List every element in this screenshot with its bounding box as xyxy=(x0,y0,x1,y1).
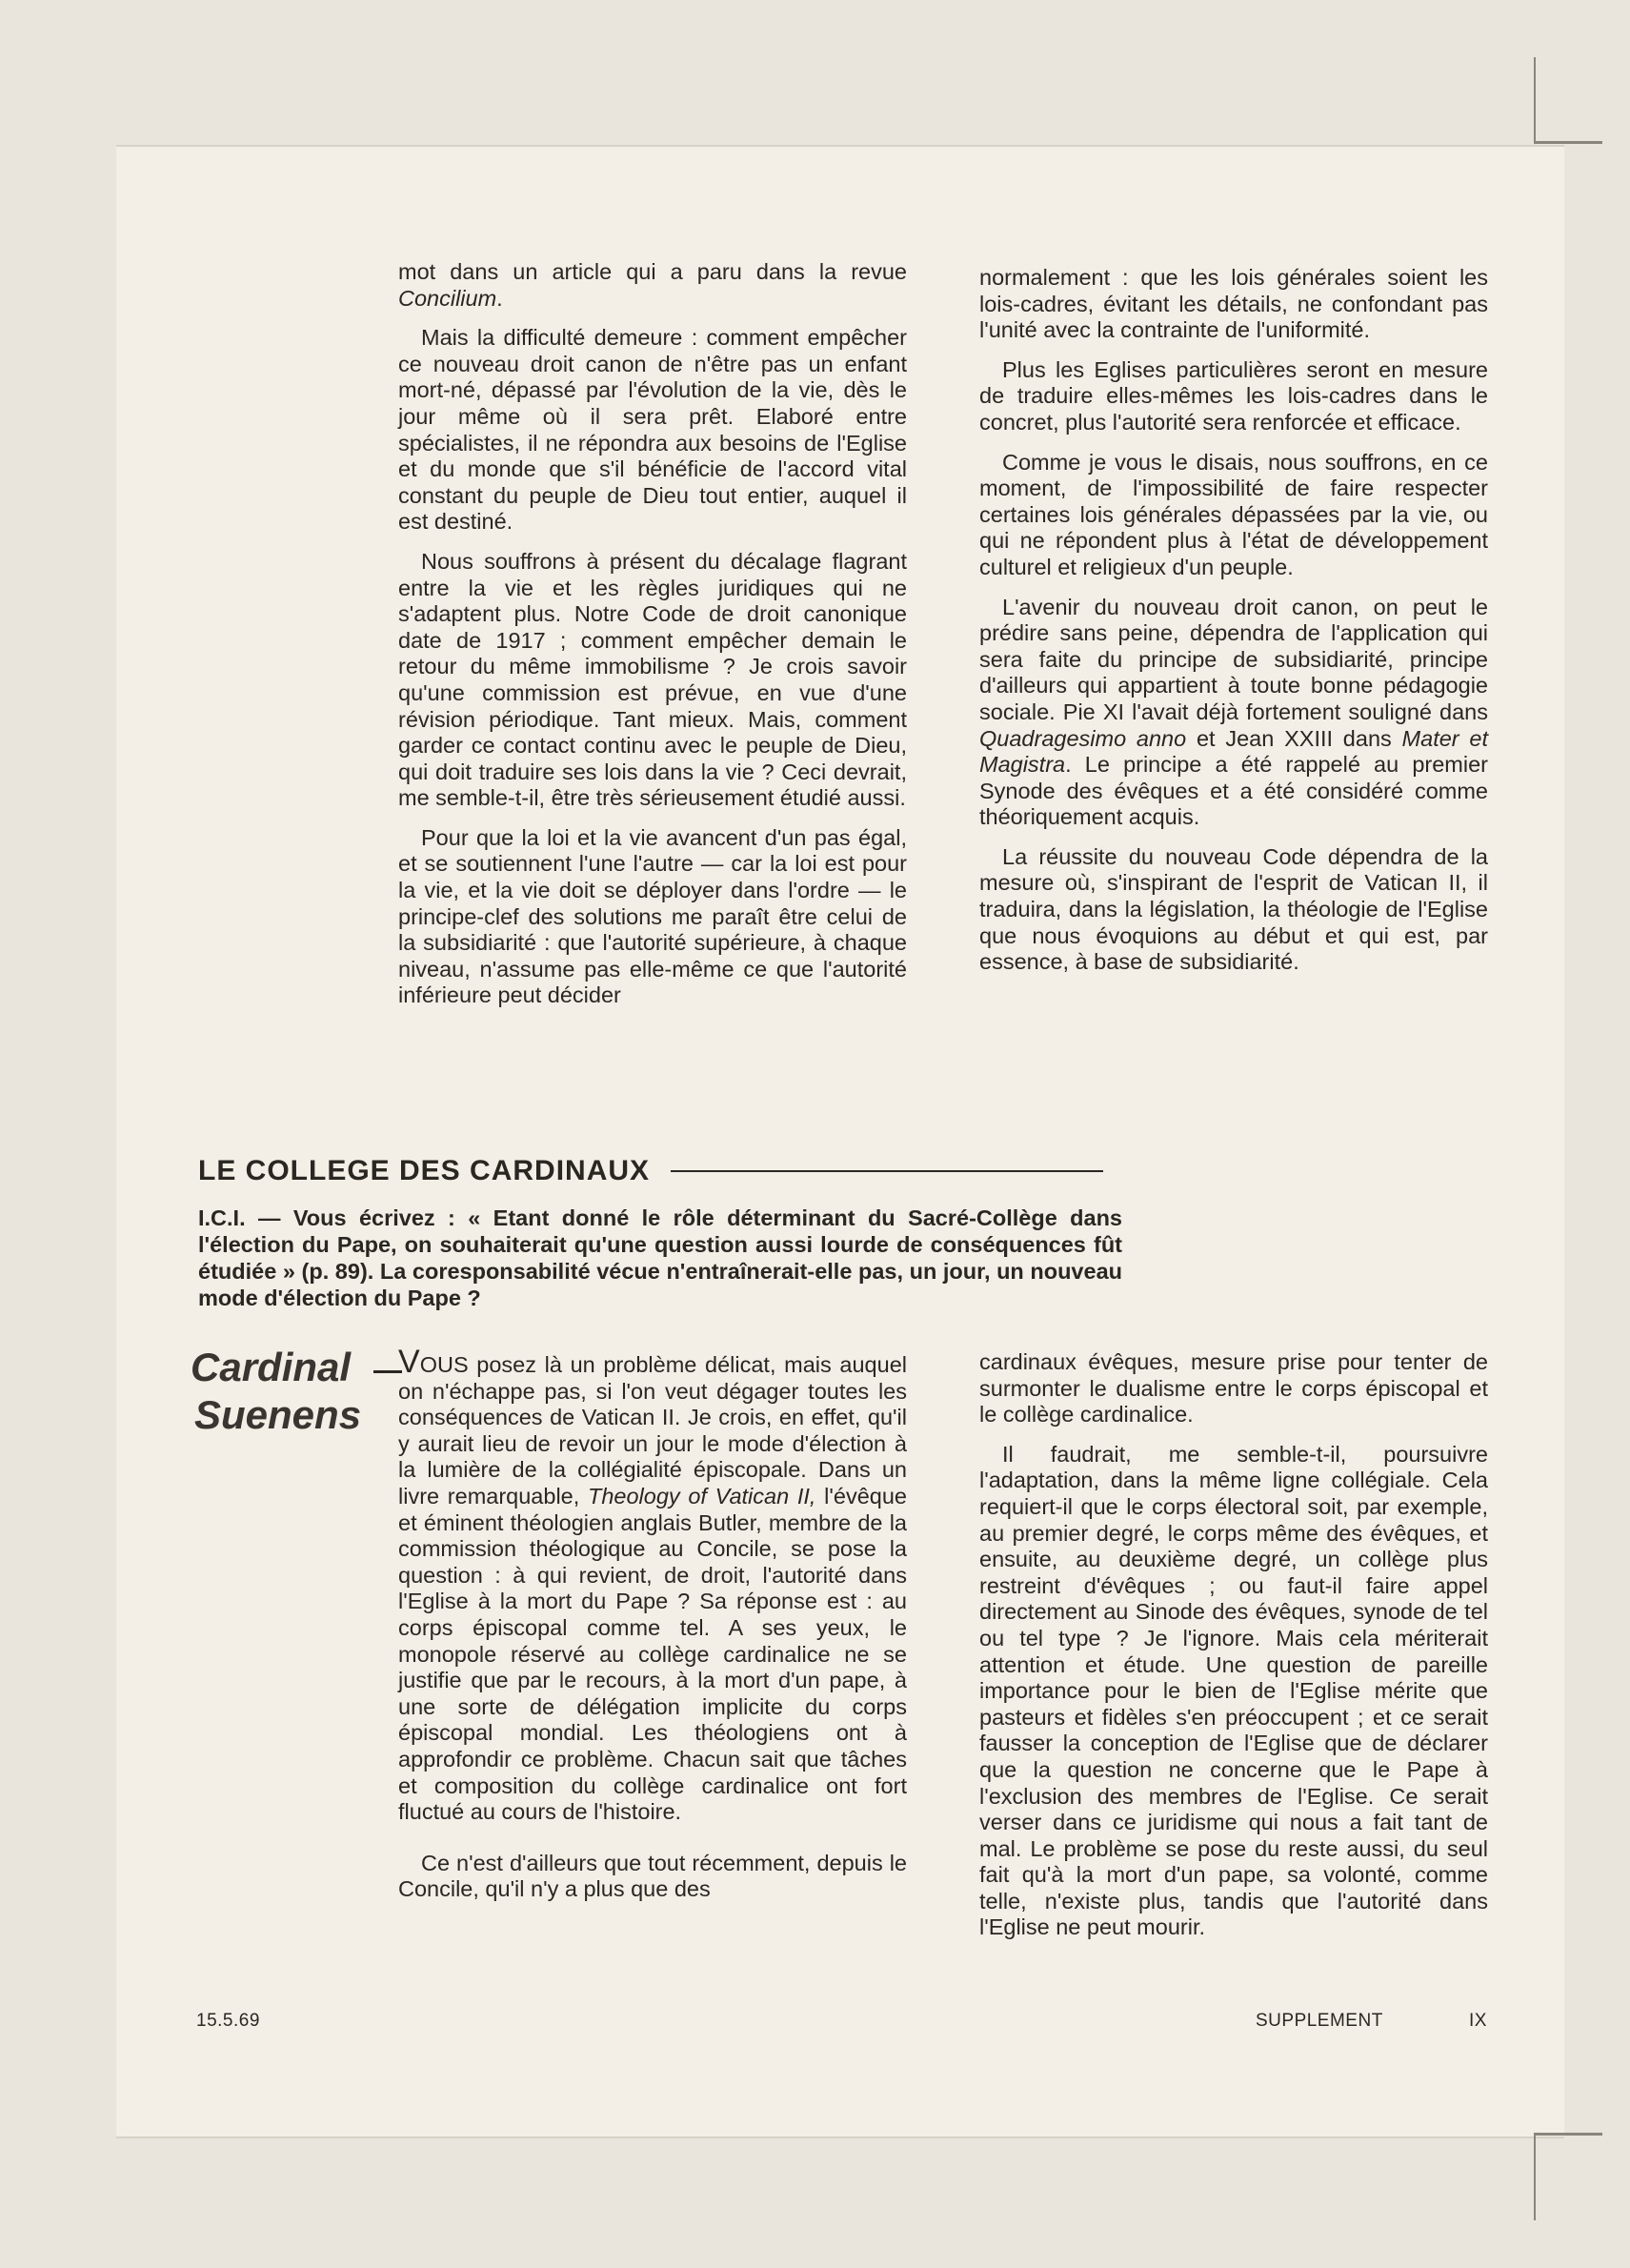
paragraph: mot dans un article qui a paru dans la revue Concilium. xyxy=(398,259,907,311)
heading-rule xyxy=(671,1170,1103,1172)
speaker-name: Cardinal Suenens xyxy=(191,1345,362,1437)
paragraph: L'avenir du nouveau droit canon, on peut le prédire sans peine, dépendra de l'application qui sera faite du principe de subsidiarité, principe d'ailleurs qui appartient à toute bonne pédagogie sociale. Pie XI l'avait déjà fortement souligné dans Quadragesimo anno et Jean XXIII dans Mater et Magistra. Le principe a été rappelé au premier Synode des évêques et a été considéré comme théoriquement acquis. xyxy=(979,594,1488,830)
paragraph: cardinaux évêques, mesure prise pour tenter de surmonter le dualisme entre le corps épiscopal et le collège cardinalice. xyxy=(979,1349,1488,1428)
column-4 xyxy=(979,1349,1488,1954)
paragraph: Comme je vous le disais, nous souffrons, en ce moment, de l'impossibilité de faire respecter certaines lois générales dépassées par la vie, ou qui ne répondent plus à l'état de développement culturel et religieux d'un peuple. xyxy=(979,449,1488,579)
column-1 xyxy=(398,259,907,1023)
crop-mark-right xyxy=(1534,57,1536,141)
paragraph: Mais la difficulté demeure : comment empêcher ce nouveau droit canon de n'être pas un enfant mort-né, dépassé par l'évolution de la vie, dès le jour même où il sera prêt. Elaboré entre spécialistes, il ne répondra aux besoins de l'Eglise et du monde que s'il bénéficie de l'accord vital constant du peuple de Dieu tout entier, auquel il est destiné. xyxy=(398,325,907,535)
paragraph: Plus les Eglises particulières seront en mesure de traduire elles-mêmes les lois-cadres dans le concret, plus l'autorité sera renforcée et efficace. xyxy=(979,356,1488,435)
paragraph: normalement : que les lois générales soient les lois-cadres, évitant les détails, ne confondant pas l'unité avec la contrainte de l'uniformité. xyxy=(979,265,1488,343)
page-number: IX xyxy=(1469,2011,1487,2031)
paragraph: Nous souffrons à présent du décalage flagrant entre la vie et les règles juridiques qui ne s'adaptent plus. Notre Code de droit canonique date de 1917 ; comment empêcher demain le retour du même immobilisme ? Je crois savoir qu'une commission est prévue, en vue d'une révision périodique. Tant mieux. Mais, comment garder ce contact continu avec le peuple de Dieu, qui doit traduire ses lois dans la vie ? Ceci devrait, me semble-t-il, être très sérieusement étudié aussi. xyxy=(398,548,907,811)
crop-mark-bottom-right xyxy=(1534,2133,1602,2136)
footer-label: SUPPLEMENT xyxy=(1256,2011,1383,2031)
drop-cap: V xyxy=(398,1344,420,1380)
paragraph: Ce n'est d'ailleurs que tout récemment, depuis le Concile, qu'il n'y a plus que des xyxy=(398,1850,907,1902)
column-3 xyxy=(398,1344,907,1916)
crop-mark-bottom xyxy=(1534,2135,1536,2220)
section-heading xyxy=(198,1155,1103,1187)
crop-mark-top-right xyxy=(1534,141,1602,144)
paragraph: VOUS posez là un problème délicat, mais auquel on n'échappe pas, si l'on veut dégager toutes les conséquences de Vatican II. Je crois, en effet, qu'il y aurait lieu de revoir un jour le mode d'élection à la lumière de la collégialité épiscopale. Dans un livre remarquable, Theology of Vatican II, l'évêque et éminent théologien anglais Butler, membre de la commission théologique au Concile, se pose la question : à qui revient, de droit, l'autorité dans l'Eglise à la mort du Pape ? Sa réponse est : au corps épiscopal comme tel. A ses yeux, le monopole réservé au collège cardinalice ne se justifie que par le recours, à la mort d'un pape, à une sorte de délégation implicite du corps épiscopal mondial. Les théologiens ont à approfondir ce problème. Chacun sait que tâches et composition du collège cardinalice ont fort fluctué au cours de l'histoire. xyxy=(398,1344,907,1825)
column-2 xyxy=(979,265,1488,989)
section-title: LE COLLEGE DES CARDINAUX xyxy=(198,1155,651,1186)
interview-question: I.C.I. — Vous écrivez : « Etant donné le rôle déterminant du Sacré-Collège dans l'élection du Pape, on souhaiterait qu'une question aussi lourde de conséquences fût étudiée » (p. 89). La coresponsabilité vécue n'entraînerait-elle pas, un jour, un nouveau mode d'élection du Pape ? xyxy=(198,1205,1122,1310)
paragraph: Il faudrait, me semble-t-il, poursuivre l'adaptation, dans la même ligne collégiale. Cela requiert-il que le corps électoral soit, par exemple, au premier degré, le corps même des évêques, et ensuite, au deuxième degré, un collège plus restreint d'évêques ; ou faut-il faire appel directement au Sinode des évêques, synode de tel ou tel type ? Je l'ignore. Mais cela mériterait attention et étude. Une question de pareille importance pour le bien de l'Eglise mérite que pasteurs et fidèles s'en préoccupent ; et ce serait fausser la conception de l'Eglise que de déclarer que la question ne concerne que le Pape à l'exclusion des membres de l'Eglise. Ce serait verser dans ce juridisme qui nous a fait tant de mal. Le problème se pose du reste aussi, du seul fait qu'à la mort d'un pape, sa volonté, comme telle, n'existe plus, tandis que l'autorité dans l'Eglise ne peut mourir. xyxy=(979,1441,1488,1940)
paragraph: Pour que la loi et la vie avancent d'un pas égal, et se soutiennent l'une l'autre — car la loi est pour la vie, et la vie doit se déployer dans l'ordre — le principe-clef des solutions me paraît être celui de la subsidiarité : que l'autorité supérieure, à chaque niveau, n'assume pas elle-même ce que l'autorité inférieure peut décider xyxy=(398,824,907,1008)
footer-date: 15.5.69 xyxy=(196,2011,260,2031)
paragraph: La réussite du nouveau Code dépendra de la mesure où, s'inspirant de l'esprit de Vatican II, il traduira, dans la législation, la théologie de l'Eglise que nous évoquions au début et qui est, par essence, à base de subsidiarité. xyxy=(979,843,1488,975)
